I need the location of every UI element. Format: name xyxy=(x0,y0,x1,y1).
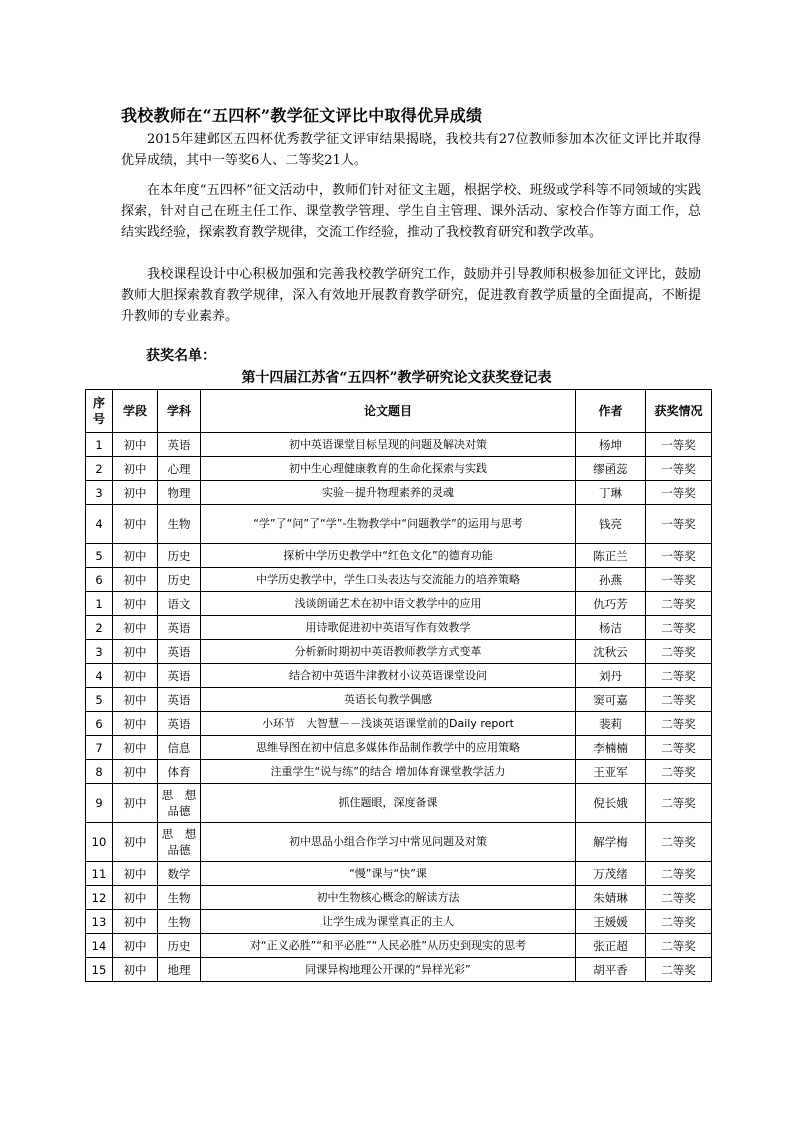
cell-author: 丁琳 xyxy=(576,481,646,505)
cell-paper-title: 让学生成为课堂真正的主人 xyxy=(201,910,576,934)
cell-award: 二等奖 xyxy=(646,592,712,616)
cell-stage: 初中 xyxy=(113,886,158,910)
cell-stage: 初中 xyxy=(113,664,158,688)
cell-stage: 初中 xyxy=(113,481,158,505)
cell-award: 二等奖 xyxy=(646,640,712,664)
table-row xyxy=(86,481,712,505)
cell-number: 15 xyxy=(86,958,113,982)
cell-subject: 地理 xyxy=(158,958,201,982)
cell-stage: 初中 xyxy=(113,736,158,760)
cell-author: 朱婧琳 xyxy=(576,886,646,910)
cell-subject: 语文 xyxy=(158,592,201,616)
cell-paper-title: 小环节 大智慧－－浅谈英语课堂前的Daily report xyxy=(201,712,576,736)
cell-number: 6 xyxy=(86,568,113,592)
cell-author: 钱亮 xyxy=(576,505,646,544)
cell-award: 二等奖 xyxy=(646,886,712,910)
cell-subject: 生物 xyxy=(158,505,201,544)
cell-stage: 初中 xyxy=(113,958,158,982)
cell-stage: 初中 xyxy=(113,568,158,592)
cell-subject: 历史 xyxy=(158,934,201,958)
cell-number: 12 xyxy=(86,886,113,910)
cell-paper-title: 英语长句教学偶感 xyxy=(201,688,576,712)
cell-number: 7 xyxy=(86,736,113,760)
cell-stage: 初中 xyxy=(113,688,158,712)
cell-stage: 初中 xyxy=(113,616,158,640)
cell-award: 二等奖 xyxy=(646,688,712,712)
cell-subject: 信息 xyxy=(158,736,201,760)
cell-subject: 体育 xyxy=(158,760,201,784)
table-row xyxy=(86,760,712,784)
cell-paper-title: 初中英语课堂目标呈现的问题及解决对策 xyxy=(201,433,576,457)
cell-award: 二等奖 xyxy=(646,823,712,862)
cell-stage: 初中 xyxy=(113,544,158,568)
header-author: 作者 xyxy=(576,390,646,433)
cell-author: 胡平香 xyxy=(576,958,646,982)
cell-author: 张正超 xyxy=(576,934,646,958)
cell-number: 2 xyxy=(86,616,113,640)
cell-paper-title: 抓住题眼，深度备课 xyxy=(201,784,576,823)
cell-author: 刘丹 xyxy=(576,664,646,688)
cell-stage: 初中 xyxy=(113,433,158,457)
cell-number: 10 xyxy=(86,823,113,862)
intro-paragraph-1: 2015年建邺区五四杯优秀教学征文评审结果揭晓，我校共有27位教师参加本次征文评比并取得优异成绩，其中一等奖6人、二等奖21人。 xyxy=(121,132,701,168)
cell-paper-title: 分析新时期初中英语教师教学方式变革 xyxy=(201,640,576,664)
cell-stage: 初中 xyxy=(113,592,158,616)
table-row xyxy=(86,910,712,934)
cell-award: 二等奖 xyxy=(646,910,712,934)
cell-number: 1 xyxy=(86,433,113,457)
cell-author: 窦可嘉 xyxy=(576,688,646,712)
cell-number: 4 xyxy=(86,664,113,688)
cell-award: 二等奖 xyxy=(646,616,712,640)
cell-subject: 思 想 品德 xyxy=(158,784,201,823)
cell-subject: 数学 xyxy=(158,862,201,886)
cell-stage: 初中 xyxy=(113,934,158,958)
cell-number: 2 xyxy=(86,457,113,481)
table-row xyxy=(86,736,712,760)
cell-award: 一等奖 xyxy=(646,505,712,544)
cell-stage: 初中 xyxy=(113,760,158,784)
cell-stage: 初中 xyxy=(113,862,158,886)
cell-paper-title: 同课异构地理公开课的“异样光彩” xyxy=(201,958,576,982)
table-body xyxy=(86,433,712,982)
cell-paper-title: 思维导图在初中信息多媒体作品制作教学中的应用策略 xyxy=(201,736,576,760)
cell-author: 陈正兰 xyxy=(576,544,646,568)
cell-paper-title: 实验－提升物理素养的灵魂 xyxy=(201,481,576,505)
cell-paper-title: 中学历史教学中，学生口头表达与交流能力的培养策略 xyxy=(201,568,576,592)
header-award: 获奖情况 xyxy=(646,390,712,433)
table-row xyxy=(86,862,712,886)
table-row xyxy=(86,592,712,616)
cell-paper-title: 初中生心理健康教育的生命化探索与实践 xyxy=(201,457,576,481)
cell-number: 9 xyxy=(86,784,113,823)
cell-stage: 初中 xyxy=(113,910,158,934)
cell-paper-title: 结合初中英语牛津教材小议英语课堂设问 xyxy=(201,664,576,688)
cell-paper-title: 用诗歌促进初中英语写作有效教学 xyxy=(201,616,576,640)
cell-number: 3 xyxy=(86,640,113,664)
intro-paragraph-2: 在本年度“五四杯”征文活动中，教师们针对征文主题，根据学校、班级或学科等不同领域的实践探索，针对自己在班主任工作、课堂教学管理、学生自主管理、课外活动、家校合作等方面工作，总结实践经验，探索教育教学规律，交流工作经验，推动了我校教育研究和教学改革。 xyxy=(121,183,701,240)
cell-number: 5 xyxy=(86,544,113,568)
intro-paragraph-3: 我校课程设计中心积极加强和完善我校教学研究工作，鼓励并引导教师积极参加征文评比，鼓励教师大胆探索教育教学规律，深入有效地开展教育教学研究，促进教育教学质量的全面提高，不断提升教师的专业素养。 xyxy=(121,267,701,324)
cell-award: 一等奖 xyxy=(646,433,712,457)
table-row xyxy=(86,433,712,457)
table-row xyxy=(86,958,712,982)
cell-number: 4 xyxy=(86,505,113,544)
cell-subject: 生物 xyxy=(158,910,201,934)
cell-subject: 英语 xyxy=(158,688,201,712)
cell-award: 一等奖 xyxy=(646,457,712,481)
cell-award: 一等奖 xyxy=(646,544,712,568)
cell-author: 杨洁 xyxy=(576,616,646,640)
table-row xyxy=(86,616,712,640)
cell-author: 李楠楠 xyxy=(576,736,646,760)
cell-author: 缪函蕊 xyxy=(576,457,646,481)
cell-author: 万茂绪 xyxy=(576,862,646,886)
table-title: 第十四届江苏省“五四杯”教学研究论文获奖登记表 xyxy=(241,370,552,386)
cell-subject: 英语 xyxy=(158,616,201,640)
cell-number: 14 xyxy=(86,934,113,958)
header-paper-title: 论文题目 xyxy=(201,390,576,433)
table-row xyxy=(86,568,712,592)
cell-subject: 物理 xyxy=(158,481,201,505)
cell-number: 6 xyxy=(86,712,113,736)
cell-number: 13 xyxy=(86,910,113,934)
cell-stage: 初中 xyxy=(113,712,158,736)
cell-author: 杨坤 xyxy=(576,433,646,457)
table-row xyxy=(86,823,712,862)
table-row xyxy=(86,640,712,664)
cell-subject: 英语 xyxy=(158,640,201,664)
cell-author: 王亚军 xyxy=(576,760,646,784)
cell-award: 一等奖 xyxy=(646,568,712,592)
table-row xyxy=(86,784,712,823)
table-row xyxy=(86,664,712,688)
table-row xyxy=(86,712,712,736)
cell-paper-title: 注重学生“说与练”的结合 增加体育课堂教学活力 xyxy=(201,760,576,784)
cell-award: 二等奖 xyxy=(646,760,712,784)
cell-number: 11 xyxy=(86,862,113,886)
cell-award: 二等奖 xyxy=(646,664,712,688)
table-row xyxy=(86,886,712,910)
awards-table xyxy=(85,389,712,982)
cell-award: 二等奖 xyxy=(646,862,712,886)
table-row xyxy=(86,688,712,712)
cell-award: 二等奖 xyxy=(646,712,712,736)
cell-number: 1 xyxy=(86,592,113,616)
cell-award: 一等奖 xyxy=(646,481,712,505)
table-row xyxy=(86,934,712,958)
cell-award: 二等奖 xyxy=(646,934,712,958)
cell-stage: 初中 xyxy=(113,457,158,481)
cell-author: 解学梅 xyxy=(576,823,646,862)
header-number: 序号 xyxy=(86,390,113,433)
table-row xyxy=(86,544,712,568)
header-subject: 学科 xyxy=(158,390,201,433)
table-row xyxy=(86,505,712,544)
cell-paper-title: “慢”课与“快”课 xyxy=(201,862,576,886)
table-header-row xyxy=(86,390,712,433)
cell-stage: 初中 xyxy=(113,823,158,862)
awards-label: 获奖名单： xyxy=(146,348,216,364)
cell-number: 8 xyxy=(86,760,113,784)
cell-award: 二等奖 xyxy=(646,736,712,760)
table-row xyxy=(86,457,712,481)
cell-author: 沈秋云 xyxy=(576,640,646,664)
cell-subject: 英语 xyxy=(158,664,201,688)
document-title: 我校教师在“五四杯”教学征文评比中取得优异成绩 xyxy=(121,106,483,125)
cell-stage: 初中 xyxy=(113,505,158,544)
cell-subject: 生物 xyxy=(158,886,201,910)
cell-paper-title: “学”了“问”了“学”-生物教学中“问题教学”的运用与思考 xyxy=(201,505,576,544)
cell-author: 倪长娥 xyxy=(576,784,646,823)
cell-subject: 英语 xyxy=(158,712,201,736)
cell-award: 二等奖 xyxy=(646,958,712,982)
cell-number: 3 xyxy=(86,481,113,505)
cell-subject: 英语 xyxy=(158,433,201,457)
cell-author: 王媛媛 xyxy=(576,910,646,934)
cell-paper-title: 初中生物核心概念的解读方法 xyxy=(201,886,576,910)
cell-number: 5 xyxy=(86,688,113,712)
cell-stage: 初中 xyxy=(113,784,158,823)
cell-paper-title: 浅谈朗诵艺术在初中语文教学中的应用 xyxy=(201,592,576,616)
cell-paper-title: 探析中学历史教学中“红色文化”的德育功能 xyxy=(201,544,576,568)
cell-subject: 历史 xyxy=(158,568,201,592)
header-stage: 学段 xyxy=(113,390,158,433)
cell-award: 二等奖 xyxy=(646,784,712,823)
cell-paper-title: 初中思品小组合作学习中常见问题及对策 xyxy=(201,823,576,862)
cell-paper-title: 对“正义必胜”“和平必胜”“人民必胜”从历史到现实的思考 xyxy=(201,934,576,958)
cell-author: 仇巧芳 xyxy=(576,592,646,616)
cell-author: 孙燕 xyxy=(576,568,646,592)
cell-subject: 历史 xyxy=(158,544,201,568)
cell-subject: 思 想 品德 xyxy=(158,823,201,862)
cell-author: 裴莉 xyxy=(576,712,646,736)
cell-subject: 心理 xyxy=(158,457,201,481)
cell-stage: 初中 xyxy=(113,640,158,664)
